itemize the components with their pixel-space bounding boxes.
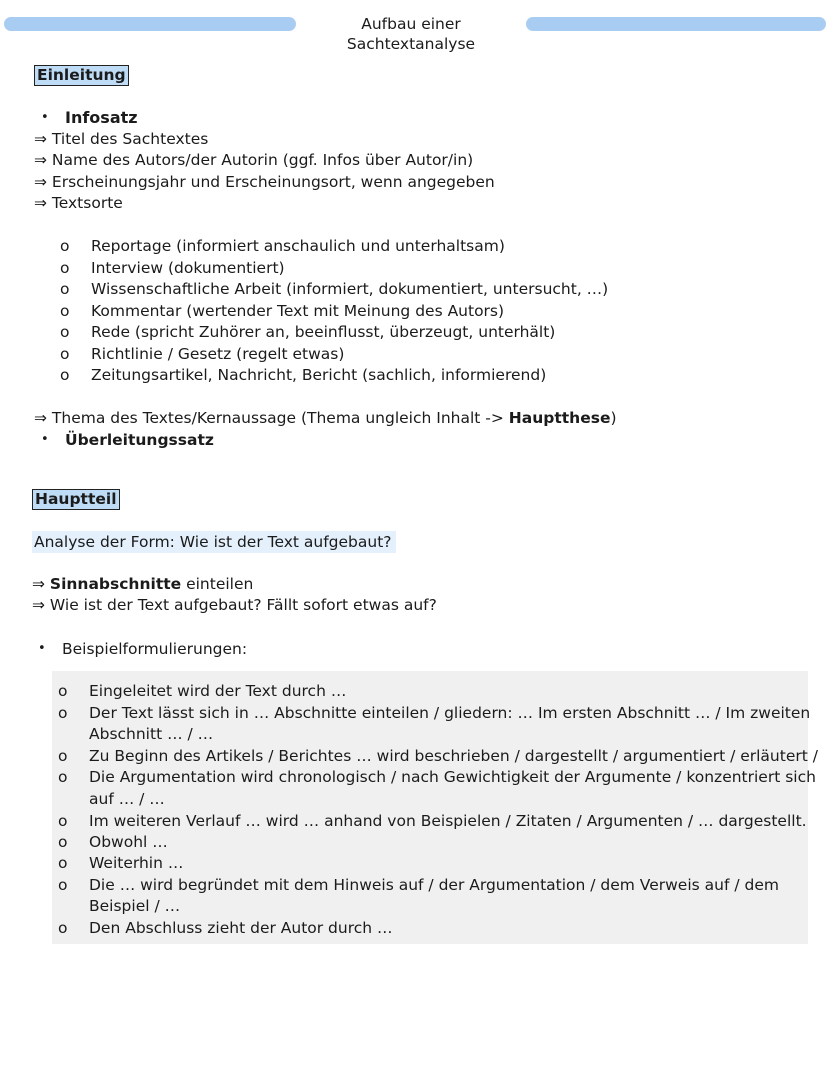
document-title: Aufbau einer Sachtextanalyse	[296, 14, 526, 54]
formulierung-item: Eingeleitet wird der Text durch …	[89, 682, 347, 700]
list-marker-icon: o	[58, 876, 68, 894]
thema-text: ⇒ Thema des Textes/Kernaussage (Thema ungleich Inhalt ->	[34, 409, 509, 427]
header-bar-right	[526, 17, 826, 31]
textsorte-item: Richtlinie / Gesetz (regelt etwas)	[91, 345, 345, 363]
list-marker-icon: o	[58, 747, 68, 765]
sinnabschnitte-line	[32, 573, 253, 595]
thema-line	[34, 407, 617, 429]
list-marker-icon: o	[58, 919, 68, 937]
list-marker-icon: o	[58, 704, 68, 722]
beispiel-label: Beispielformulierungen:	[62, 640, 248, 658]
formulierung-item: Im weiteren Verlauf … wird … anhand von Beispielen / Zitaten / Argumenten / … dargestellt.	[89, 812, 807, 830]
list-marker-icon: o	[60, 280, 70, 298]
textsorte-item: Reportage (informiert anschaulich und unterhaltsam)	[91, 237, 505, 255]
info-line: ⇒ Erscheinungsjahr und Erscheinungsort, wenn angegeben	[34, 173, 495, 191]
info-line: ⇒ Titel des Sachtextes	[34, 130, 209, 148]
list-marker-icon: o	[58, 812, 68, 830]
textsorte-item: Kommentar (wertender Text mit Meinung des Autors)	[91, 302, 505, 320]
sinnabschnitte-term: Sinnabschnitte	[49, 575, 182, 593]
list-marker-icon: o	[58, 768, 68, 786]
info-line: ⇒ Textsorte	[34, 194, 123, 212]
bullet-icon: •	[38, 641, 46, 656]
formulierung-item-continued: Abschnitt … / …	[89, 725, 214, 743]
section-heading-einleitung: Einleitung	[34, 65, 129, 86]
aufbau-line: ⇒ Wie ist der Text aufgebaut? Fällt sofort etwas auf?	[32, 596, 437, 614]
formulierung-item: Obwohl …	[89, 833, 168, 851]
formulierung-item: Der Text lässt sich in … Abschnitte einteilen / gliedern: … Im ersten Abschnitt … / Im zweiten	[89, 704, 811, 722]
textsorte-item: Zeitungsartikel, Nachricht, Bericht (sachlich, informierend)	[91, 366, 547, 384]
hauptthese-term: Hauptthese	[508, 409, 611, 427]
form-analysis-subheading: Analyse der Form: Wie ist der Text aufgebaut?	[32, 531, 396, 553]
section-heading-hauptteil: Hauptteil	[32, 489, 120, 510]
ueberleitung-label: Überleitungssatz	[65, 431, 214, 449]
infosatz-label: Infosatz	[65, 108, 138, 127]
formulierung-item-continued: auf … / …	[89, 790, 165, 808]
list-marker-icon: o	[58, 833, 68, 851]
bullet-icon: •	[41, 432, 49, 447]
list-marker-icon: o	[58, 854, 68, 872]
arrow-prefix: ⇒	[32, 575, 50, 593]
info-line: ⇒ Name des Autors/der Autorin (ggf. Infos über Autor/in)	[34, 151, 474, 169]
formulierung-item: Zu Beginn des Artikels / Berichtes … wird beschrieben / dargestellt / argumentiert / erläutert /	[89, 747, 818, 765]
list-marker-icon: o	[60, 323, 70, 341]
list-marker-icon: o	[60, 237, 70, 255]
list-marker-icon: o	[60, 302, 70, 320]
formulierung-item: Weiterhin …	[89, 854, 184, 872]
sinnabschnitte-rest: einteilen	[181, 575, 254, 593]
formulierung-item: Den Abschluss zieht der Autor durch …	[89, 919, 393, 937]
bullet-icon: •	[41, 110, 49, 125]
list-marker-icon: o	[60, 259, 70, 277]
textsorte-item: Interview (dokumentiert)	[91, 259, 285, 277]
list-marker-icon: o	[58, 682, 68, 700]
textsorte-item: Wissenschaftliche Arbeit (informiert, dokumentiert, untersucht, …)	[91, 280, 609, 298]
formulierung-item-continued: Beispiel / …	[89, 897, 181, 915]
formulierung-item: Die … wird begründet mit dem Hinweis auf / der Argumentation / dem Verweis auf / dem	[89, 876, 779, 894]
thema-suffix: )	[610, 409, 617, 427]
list-marker-icon: o	[60, 345, 70, 363]
formulierung-item: Die Argumentation wird chronologisch / nach Gewichtigkeit der Argumente / konzentriert sich	[89, 768, 816, 786]
header-bar-left	[4, 17, 296, 31]
list-marker-icon: o	[60, 366, 70, 384]
textsorte-item: Rede (spricht Zuhörer an, beeinflusst, überzeugt, unterhält)	[91, 323, 556, 341]
